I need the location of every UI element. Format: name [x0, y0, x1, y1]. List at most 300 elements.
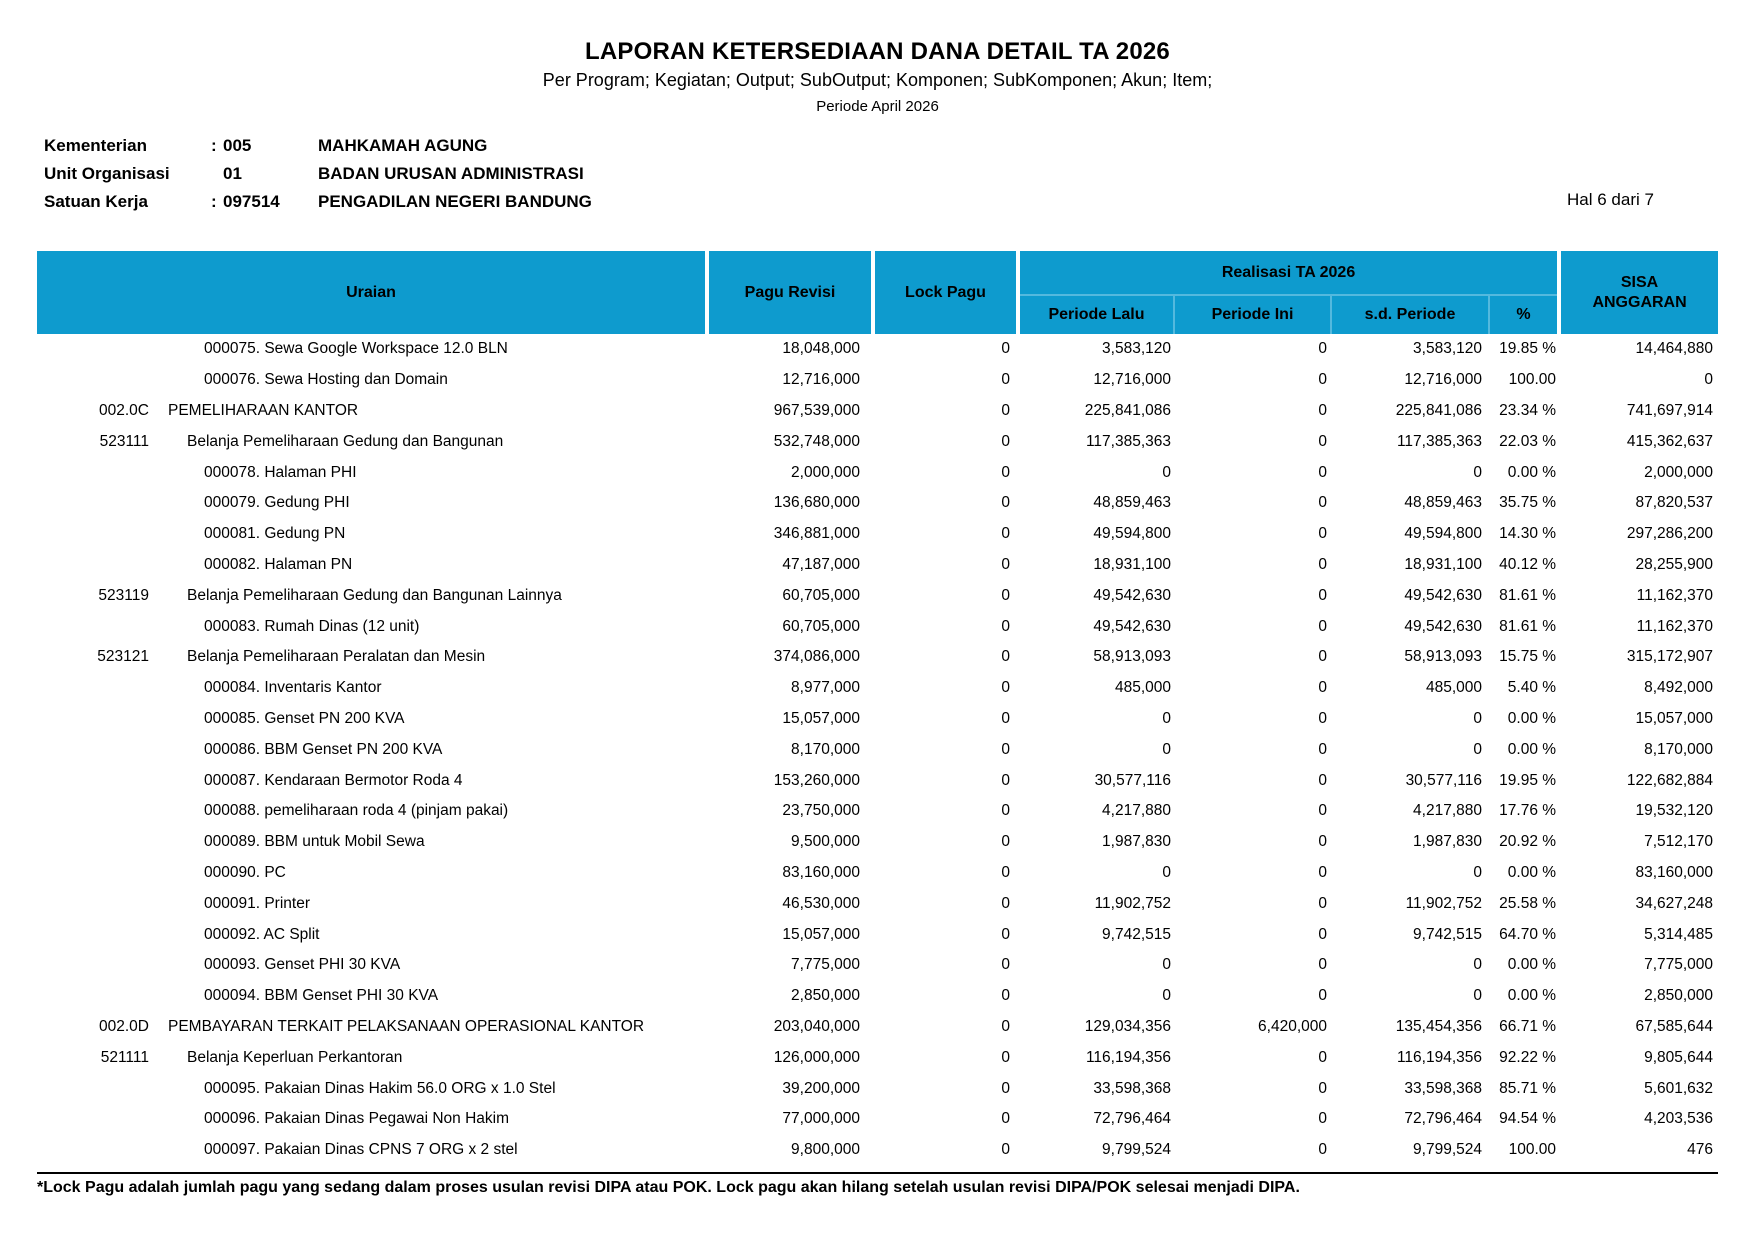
sd-periode-cell: 49,542,630: [1404, 586, 1482, 604]
pagu-revisi-cell: 60,705,000: [782, 617, 860, 635]
table-row: [37, 642, 1718, 673]
percent-cell: 17.76 %: [1499, 802, 1557, 820]
percent-cell: 15.75 %: [1499, 648, 1557, 666]
column-header-periode-ini: Periode Ini: [1174, 295, 1331, 334]
uraian-label: 000097. Pakaian Dinas CPNS 7 ORG x 2 stel: [204, 1141, 518, 1159]
table-row: [37, 827, 1718, 858]
sd-periode-cell: 1,987,830: [1413, 833, 1482, 851]
percent-cell: 19.85 %: [1499, 340, 1557, 358]
sisa-anggaran-cell: 87,820,537: [1635, 494, 1714, 512]
uraian-code: 002.0C: [99, 401, 149, 419]
table-body: [37, 334, 1718, 1166]
table-row: [37, 981, 1718, 1012]
periode-lalu-cell: 117,385,363: [1085, 432, 1171, 450]
periode-ini-cell: 0: [1318, 494, 1327, 512]
pagu-revisi-cell: 39,200,000: [782, 1079, 860, 1097]
sisa-anggaran-cell: 28,255,900: [1635, 555, 1714, 573]
uraian-cell: [37, 396, 707, 427]
uraian-label: 000084. Inventaris Kantor: [204, 679, 382, 697]
periode-ini-cell: 0: [1318, 956, 1327, 974]
periode-lalu-cell: 0: [1162, 863, 1171, 881]
periode-ini-cell: 0: [1318, 740, 1327, 758]
lock-pagu-cell: 0: [1001, 371, 1010, 389]
periode-lalu-cell: 0: [1162, 987, 1171, 1005]
periode-ini-cell: 0: [1318, 1048, 1327, 1066]
lock-pagu-cell: 0: [1001, 1048, 1010, 1066]
pagu-revisi-cell: 60,705,000: [782, 586, 860, 604]
pagu-revisi-cell: 9,500,000: [791, 833, 860, 851]
sisa-anggaran-cell: 741,697,914: [1626, 401, 1714, 419]
percent-cell: 100.00: [1508, 1141, 1557, 1159]
periode-lalu-cell: 0: [1162, 956, 1171, 974]
sisa-anggaran-cell: 11,162,370: [1636, 586, 1714, 604]
lock-pagu-cell: 0: [1001, 340, 1010, 358]
sd-periode-cell: 48,859,463: [1404, 494, 1482, 512]
sd-periode-cell: 116,194,356: [1396, 1048, 1482, 1066]
org-label: Kementerian: [44, 136, 147, 155]
uraian-label: Belanja Pemeliharaan Gedung dan Bangunan: [187, 432, 504, 450]
uraian-label: 000093. Genset PHI 30 KVA: [204, 956, 401, 974]
uraian-code: 523121: [97, 648, 149, 666]
lock-pagu-cell: 0: [1001, 771, 1010, 789]
org-name: MAHKAMAH AGUNG: [318, 136, 488, 155]
org-separator: :: [211, 136, 217, 155]
org-info-row-satuan-kerja: [44, 188, 592, 216]
sd-periode-cell: 58,913,093: [1404, 648, 1482, 666]
periode-ini-cell: 0: [1318, 648, 1327, 666]
percent-cell: 25.58 %: [1499, 894, 1557, 912]
sisa-anggaran-cell: 83,160,000: [1635, 863, 1714, 881]
column-header-lock-pagu: Lock Pagu: [873, 251, 1018, 334]
sisa-anggaran-cell: 4,203,536: [1644, 1110, 1714, 1128]
sisa-anggaran-cell: 7,775,000: [1644, 956, 1714, 974]
sd-periode-cell: 485,000: [1425, 679, 1482, 697]
report-period: Periode April 2026: [816, 98, 939, 115]
sisa-anggaran-cell: 2,850,000: [1644, 987, 1714, 1005]
sisa-anggaran-cell: 19,532,120: [1635, 802, 1714, 820]
table-row: [37, 765, 1718, 796]
periode-lalu-cell: 72,796,464: [1093, 1110, 1171, 1128]
periode-lalu-cell: 18,931,100: [1093, 555, 1171, 573]
uraian-cell: [37, 796, 707, 827]
periode-lalu-cell: 48,859,463: [1093, 494, 1171, 512]
sd-periode-cell: 18,931,100: [1404, 555, 1482, 573]
sd-periode-cell: 117,385,363: [1396, 432, 1482, 450]
percent-cell: 40.12 %: [1499, 555, 1557, 573]
table-row: [37, 673, 1718, 704]
periode-lalu-cell: 116,194,356: [1085, 1048, 1171, 1066]
pagu-revisi-cell: 12,716,000: [782, 371, 860, 389]
periode-ini-cell: 0: [1318, 709, 1327, 727]
periode-lalu-cell: 49,542,630: [1093, 617, 1171, 635]
org-info-row-kementerian: [44, 132, 592, 160]
lock-pagu-cell: 0: [1001, 802, 1010, 820]
periode-lalu-cell: 0: [1162, 740, 1171, 758]
uraian-cell: [37, 765, 707, 796]
lock-pagu-cell: 0: [1001, 894, 1010, 912]
page-indicator: Hal 6 dari 7: [1567, 190, 1654, 209]
uraian-label: Belanja Pemeliharaan Gedung dan Bangunan Lainnya: [187, 586, 562, 604]
budget-table: [37, 251, 1718, 1166]
percent-cell: 85.71 %: [1499, 1079, 1557, 1097]
percent-cell: 23.34 %: [1499, 401, 1557, 419]
lock-pagu-footnote: *Lock Pagu adalah jumlah pagu yang sedang dalam proses usulan revisi DIPA atau POK. Lock pagu akan hilang setelah usulan revisi DIPA/POK selesai menjadi DIPA.: [37, 1172, 1718, 1197]
uraian-code: 002.0D: [99, 1017, 149, 1035]
uraian-label: 000079. Gedung PHI: [204, 494, 350, 512]
percent-cell: 0.00 %: [1507, 863, 1557, 881]
periode-lalu-cell: 49,542,630: [1093, 586, 1171, 604]
periode-lalu-cell: 49,594,800: [1093, 525, 1171, 543]
org-info-row-unit-organisasi: [44, 160, 592, 188]
sd-periode-cell: 135,454,356: [1395, 1017, 1482, 1035]
periode-lalu-cell: 3,583,120: [1102, 340, 1171, 358]
table-row: [37, 888, 1718, 919]
pagu-revisi-cell: 136,680,000: [773, 494, 860, 512]
uraian-cell: [37, 673, 707, 704]
pagu-revisi-cell: 83,160,000: [782, 863, 860, 881]
periode-lalu-cell: 0: [1162, 709, 1171, 727]
periode-ini-cell: 0: [1318, 555, 1327, 573]
table-row: [37, 580, 1718, 611]
periode-ini-cell: 0: [1318, 340, 1327, 358]
sd-periode-cell: 9,799,524: [1413, 1141, 1482, 1159]
uraian-cell: [37, 550, 707, 581]
uraian-cell: [37, 334, 707, 365]
sisa-anggaran-cell: 67,585,644: [1635, 1017, 1714, 1035]
pagu-revisi-cell: 23,750,000: [782, 802, 860, 820]
lock-pagu-cell: 0: [1001, 709, 1010, 727]
uraian-label: 000087. Kendaraan Bermotor Roda 4: [204, 771, 463, 789]
pagu-revisi-cell: 2,850,000: [791, 987, 860, 1005]
uraian-label: 000088. pemeliharaan roda 4 (pinjam pakai): [204, 802, 509, 820]
column-header-realisasi-group: Realisasi TA 2026: [1018, 251, 1559, 295]
pagu-revisi-cell: 203,040,000: [773, 1017, 860, 1035]
table-row: [37, 950, 1718, 981]
lock-pagu-cell: 0: [1001, 956, 1010, 974]
sisa-anggaran-cell: 8,492,000: [1644, 679, 1714, 697]
uraian-label: PEMELIHARAAN KANTOR: [168, 401, 359, 419]
sisa-anggaran-cell: 7,512,170: [1644, 833, 1714, 851]
sd-periode-cell: 3,583,120: [1413, 340, 1482, 358]
org-code: 005: [223, 136, 252, 155]
page-title: LAPORAN KETERSEDIAAN DANA DETAIL TA 2026: [585, 38, 1170, 65]
pagu-revisi-cell: 47,187,000: [782, 555, 860, 573]
uraian-cell: [37, 457, 707, 488]
percent-cell: 0.00 %: [1507, 709, 1557, 727]
lock-pagu-cell: 0: [1001, 617, 1010, 635]
periode-ini-cell: 0: [1318, 586, 1327, 604]
sd-periode-cell: 33,598,368: [1404, 1079, 1482, 1097]
table-row: [37, 1104, 1718, 1135]
periode-ini-cell: 0: [1318, 463, 1327, 481]
pagu-revisi-cell: 8,170,000: [791, 740, 860, 758]
percent-cell: 20.92 %: [1499, 833, 1557, 851]
table-row: [37, 488, 1718, 519]
report-subtitle: Per Program; Kegiatan; Output; SubOutput; Komponen; SubKomponen; Akun; Item;: [542, 70, 1213, 90]
lock-pagu-cell: 0: [1001, 555, 1010, 573]
sd-periode-cell: 49,594,800: [1404, 525, 1482, 543]
uraian-cell: [37, 734, 707, 765]
sisa-anggaran-cell: 297,286,200: [1626, 525, 1714, 543]
periode-lalu-cell: 4,217,880: [1102, 802, 1171, 820]
uraian-label: 000090. PC: [204, 863, 286, 881]
percent-cell: 22.03 %: [1499, 432, 1557, 450]
periode-ini-cell: 6,420,000: [1258, 1017, 1327, 1035]
column-header-percent: %: [1489, 295, 1559, 334]
uraian-label: 000081. Gedung PN: [204, 525, 346, 543]
uraian-cell: [37, 519, 707, 550]
sd-periode-cell: 0: [1473, 463, 1482, 481]
pagu-revisi-cell: 2,000,000: [791, 463, 860, 481]
periode-lalu-cell: 9,799,524: [1102, 1141, 1171, 1159]
periode-ini-cell: 0: [1318, 617, 1327, 635]
table-row: [37, 1135, 1718, 1166]
column-header-sisa-anggaran: [1559, 251, 1718, 334]
periode-ini-cell: 0: [1318, 1110, 1327, 1128]
uraian-cell: [37, 1042, 707, 1073]
sisa-anggaran-cell: 315,172,907: [1626, 648, 1714, 666]
pagu-revisi-cell: 15,057,000: [782, 709, 860, 727]
uraian-cell: [37, 919, 707, 950]
percent-cell: 81.61 %: [1499, 586, 1557, 604]
periode-ini-cell: 0: [1318, 1079, 1327, 1097]
uraian-cell: [37, 365, 707, 396]
lock-pagu-cell: 0: [1001, 1079, 1010, 1097]
table-row: [37, 611, 1718, 642]
lock-pagu-cell: 0: [1001, 1110, 1010, 1128]
column-header-sd-periode: s.d. Periode: [1331, 295, 1489, 334]
sisa-anggaran-cell: 11,162,370: [1636, 617, 1714, 635]
lock-pagu-cell: 0: [1001, 586, 1010, 604]
pagu-revisi-cell: 8,977,000: [791, 679, 860, 697]
periode-ini-cell: 0: [1318, 525, 1327, 543]
lock-pagu-cell: 0: [1001, 1141, 1010, 1159]
uraian-label: 000082. Halaman PN: [204, 555, 353, 573]
table-row: [37, 365, 1718, 396]
uraian-label: 000094. BBM Genset PHI 30 KVA: [204, 987, 439, 1005]
sd-periode-cell: 9,742,515: [1413, 925, 1482, 943]
periode-ini-cell: 0: [1318, 1141, 1327, 1159]
sd-periode-cell: 0: [1473, 863, 1482, 881]
sd-periode-cell: 4,217,880: [1413, 802, 1482, 820]
percent-cell: 19.95 %: [1499, 771, 1557, 789]
uraian-label: 000086. BBM Genset PN 200 KVA: [204, 740, 443, 758]
uraian-cell: [37, 1135, 707, 1166]
pagu-revisi-cell: 374,086,000: [773, 648, 860, 666]
periode-lalu-cell: 129,034,356: [1084, 1017, 1171, 1035]
percent-cell: 0.00 %: [1507, 740, 1557, 758]
uraian-cell: [37, 426, 707, 457]
periode-lalu-cell: 58,913,093: [1093, 648, 1171, 666]
sd-periode-cell: 30,577,116: [1405, 771, 1482, 789]
uraian-cell: [37, 1104, 707, 1135]
percent-cell: 0.00 %: [1507, 956, 1557, 974]
uraian-cell: [37, 981, 707, 1012]
sisa-anggaran-cell: 5,601,632: [1644, 1079, 1714, 1097]
sisa-anggaran-cell: 0: [1704, 371, 1714, 389]
uraian-cell: [37, 611, 707, 642]
periode-ini-cell: 0: [1318, 802, 1327, 820]
uraian-label: Belanja Pemeliharaan Peralatan dan Mesin: [187, 648, 486, 666]
pagu-revisi-cell: 967,539,000: [773, 401, 860, 419]
uraian-label: 000096. Pakaian Dinas Pegawai Non Hakim: [204, 1110, 510, 1128]
sd-periode-cell: 12,716,000: [1404, 371, 1482, 389]
uraian-label: 000085. Genset PN 200 KVA: [204, 709, 405, 727]
org-label: Satuan Kerja: [44, 192, 148, 211]
pagu-revisi-cell: 532,748,000: [773, 432, 860, 450]
pagu-revisi-cell: 7,775,000: [791, 956, 860, 974]
periode-ini-cell: 0: [1318, 371, 1327, 389]
uraian-label: PEMBAYARAN TERKAIT PELAKSANAAN OPERASIONAL KANTOR: [168, 1017, 645, 1035]
column-header-uraian: Uraian: [37, 251, 707, 334]
lock-pagu-cell: 0: [1001, 525, 1010, 543]
sisa-anggaran-cell: 8,170,000: [1644, 740, 1714, 758]
uraian-label: 000095. Pakaian Dinas Hakim 56.0 ORG x 1.0 Stel: [204, 1079, 556, 1097]
org-separator: :: [211, 192, 217, 211]
sisa-anggaran-cell: 15,057,000: [1635, 709, 1714, 727]
table-row: [37, 1012, 1718, 1043]
percent-cell: 100.00: [1508, 371, 1557, 389]
uraian-cell: [37, 950, 707, 981]
sisa-anggaran-cell: 476: [1687, 1141, 1714, 1159]
uraian-label: 000076. Sewa Hosting dan Domain: [204, 371, 448, 389]
uraian-label: 000075. Sewa Google Workspace 12.0 BLN: [204, 340, 508, 358]
table-header: [37, 251, 1718, 334]
uraian-cell: [37, 704, 707, 735]
uraian-cell: [37, 580, 707, 611]
lock-pagu-cell: 0: [1001, 463, 1010, 481]
uraian-label: 000089. BBM untuk Mobil Sewa: [204, 833, 425, 851]
lock-pagu-cell: 0: [1001, 679, 1010, 697]
percent-cell: 0.00 %: [1507, 987, 1557, 1005]
percent-cell: 35.75 %: [1499, 494, 1557, 512]
lock-pagu-cell: 0: [1001, 925, 1010, 943]
uraian-code: 521111: [100, 1048, 149, 1066]
lock-pagu-cell: 0: [1001, 740, 1010, 758]
table-row: [37, 426, 1718, 457]
percent-cell: 92.22 %: [1499, 1048, 1557, 1066]
percent-cell: 14.30 %: [1499, 525, 1557, 543]
pagu-revisi-cell: 46,530,000: [782, 894, 860, 912]
table-row: [37, 396, 1718, 427]
sd-periode-cell: 49,542,630: [1404, 617, 1482, 635]
periode-lalu-cell: 12,716,000: [1093, 371, 1171, 389]
uraian-cell: [37, 827, 707, 858]
table-row: [37, 734, 1718, 765]
lock-pagu-cell: 0: [1001, 1017, 1010, 1035]
pagu-revisi-cell: 77,000,000: [782, 1110, 860, 1128]
uraian-label: Belanja Keperluan Perkantoran: [187, 1048, 403, 1066]
uraian-label: 000092. AC Split: [204, 925, 320, 943]
uraian-cell: [37, 888, 707, 919]
org-code: 097514: [223, 192, 280, 211]
uraian-label: 000083. Rumah Dinas (12 unit): [204, 617, 420, 635]
periode-lalu-cell: 225,841,086: [1084, 401, 1171, 419]
sisa-anggaran-cell: 9,805,644: [1644, 1048, 1714, 1066]
sisa-anggaran-cell: 5,314,485: [1644, 925, 1714, 943]
periode-lalu-cell: 0: [1162, 463, 1171, 481]
periode-lalu-cell: 9,742,515: [1102, 925, 1171, 943]
uraian-code: 523111: [99, 432, 149, 450]
periode-ini-cell: 0: [1318, 401, 1327, 419]
uraian-cell: [37, 1073, 707, 1104]
sisa-anggaran-cell: 415,362,637: [1626, 432, 1714, 450]
sd-periode-cell: 0: [1473, 740, 1482, 758]
sd-periode-cell: 0: [1473, 956, 1482, 974]
lock-pagu-cell: 0: [1001, 833, 1010, 851]
uraian-code: 523119: [98, 586, 149, 604]
periode-lalu-cell: 33,598,368: [1093, 1079, 1171, 1097]
sisa-anggaran-cell: 2,000,000: [1644, 463, 1714, 481]
sisa-anggaran-cell: 122,682,884: [1626, 771, 1714, 789]
table-row: [37, 457, 1718, 488]
table-row: [37, 858, 1718, 889]
percent-cell: 0.00 %: [1507, 463, 1557, 481]
table-row: [37, 334, 1718, 365]
org-code: 01: [223, 164, 242, 183]
sisa-anggaran-label: SISA ANGGARAN: [1592, 273, 1687, 311]
lock-pagu-cell: 0: [1001, 494, 1010, 512]
table-row: [37, 1073, 1718, 1104]
sd-periode-cell: 0: [1473, 987, 1482, 1005]
lock-pagu-cell: 0: [1001, 863, 1010, 881]
periode-ini-cell: 0: [1318, 432, 1327, 450]
periode-ini-cell: 0: [1318, 863, 1327, 881]
pagu-revisi-cell: 9,800,000: [791, 1141, 860, 1159]
percent-cell: 64.70 %: [1499, 925, 1557, 943]
percent-cell: 66.71 %: [1499, 1017, 1557, 1035]
sd-periode-cell: 225,841,086: [1395, 401, 1482, 419]
periode-ini-cell: 0: [1318, 987, 1327, 1005]
org-name: BADAN URUSAN ADMINISTRASI: [318, 164, 584, 183]
uraian-cell: [37, 1012, 707, 1043]
percent-cell: 81.61 %: [1499, 617, 1557, 635]
periode-ini-cell: 0: [1318, 925, 1327, 943]
periode-lalu-cell: 1,987,830: [1102, 833, 1171, 851]
periode-ini-cell: 0: [1318, 679, 1327, 697]
periode-ini-cell: 0: [1318, 894, 1327, 912]
pagu-revisi-cell: 153,260,000: [773, 771, 860, 789]
pagu-revisi-cell: 346,881,000: [773, 525, 860, 543]
org-label: Unit Organisasi: [44, 164, 170, 183]
table-row: [37, 704, 1718, 735]
sd-periode-cell: 11,902,752: [1405, 894, 1482, 912]
lock-pagu-cell: 0: [1001, 648, 1010, 666]
org-info-block: [44, 132, 592, 216]
periode-ini-cell: 0: [1318, 833, 1327, 851]
uraian-cell: [37, 642, 707, 673]
sisa-anggaran-cell: 14,464,880: [1635, 340, 1714, 358]
column-header-periode-lalu: Periode Lalu: [1018, 295, 1174, 334]
sisa-anggaran-cell: 34,627,248: [1635, 894, 1714, 912]
table-row: [37, 519, 1718, 550]
pagu-revisi-cell: 15,057,000: [782, 925, 860, 943]
pagu-revisi-cell: 126,000,000: [773, 1048, 860, 1066]
table-row: [37, 1042, 1718, 1073]
table-row: [37, 796, 1718, 827]
column-header-pagu-revisi: Pagu Revisi: [707, 251, 873, 334]
table-row: [37, 919, 1718, 950]
periode-lalu-cell: 485,000: [1114, 679, 1171, 697]
periode-lalu-cell: 11,902,752: [1094, 894, 1171, 912]
uraian-label: 000091. Printer: [204, 894, 310, 912]
periode-ini-cell: 0: [1318, 771, 1327, 789]
pagu-revisi-cell: 18,048,000: [782, 340, 860, 358]
percent-cell: 5.40 %: [1507, 679, 1557, 697]
lock-pagu-cell: 0: [1001, 432, 1010, 450]
percent-cell: 94.54 %: [1499, 1110, 1557, 1128]
uraian-cell: [37, 858, 707, 889]
